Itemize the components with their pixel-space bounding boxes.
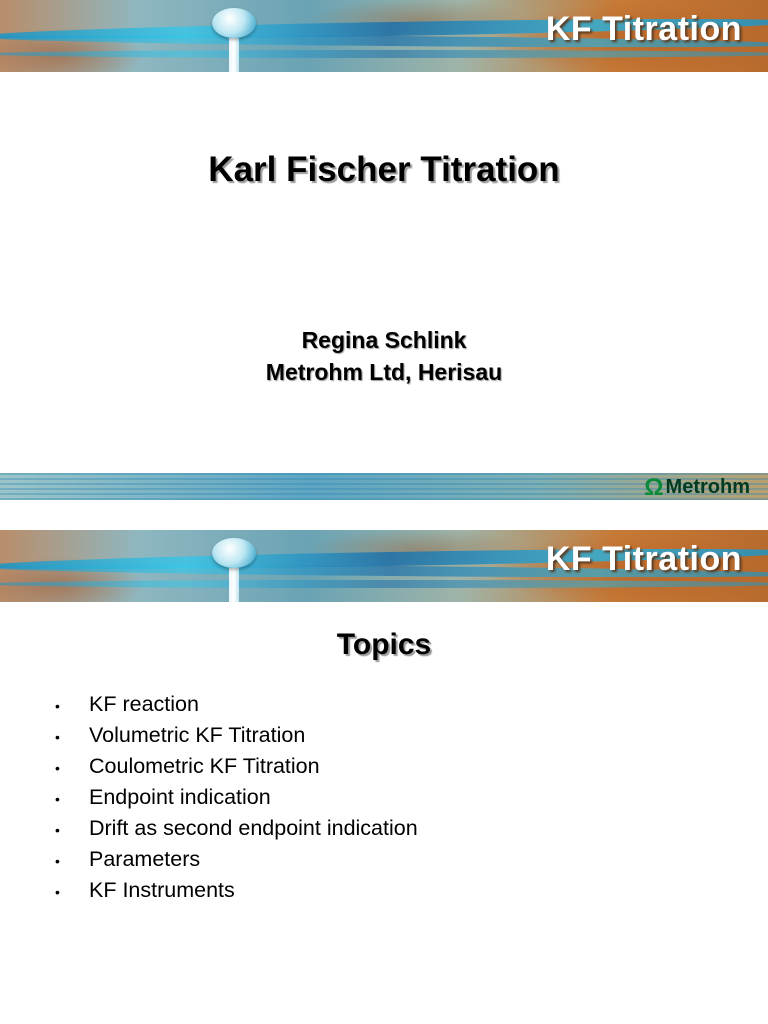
header-banner [0, 530, 768, 602]
banner-title: KF Titration [545, 540, 742, 578]
banner-wave [0, 50, 768, 58]
list-item [55, 847, 418, 878]
water-stream [229, 568, 239, 602]
topic-text: Endpoint indication [89, 785, 271, 809]
omega-logo-icon: Ω [644, 473, 664, 500]
logo-text: Metrohm [665, 476, 750, 498]
list-item [55, 785, 418, 816]
author-name: Regina Schlink [301, 327, 467, 353]
topic-text: Parameters [89, 847, 201, 871]
water-drop-icon [212, 8, 256, 38]
metrohm-logo [644, 473, 750, 500]
topics-heading: Topics [336, 628, 432, 661]
topic-text: Coulometric KF Titration [89, 754, 320, 778]
bullet-icon: • [55, 698, 60, 714]
bullet-icon: • [55, 884, 60, 900]
list-item [55, 754, 418, 785]
bullet-icon: • [55, 729, 60, 745]
header-banner [0, 0, 768, 72]
bullet-icon: • [55, 760, 60, 776]
topic-text: KF reaction [89, 692, 199, 716]
topic-text: KF Instruments [89, 878, 235, 902]
bullet-icon: • [55, 853, 60, 869]
list-item [55, 692, 418, 723]
banner-wave [0, 580, 768, 588]
slide-title-text: Karl Fischer Titration [208, 150, 560, 189]
list-item [55, 816, 418, 847]
water-drop-icon [212, 538, 256, 568]
topics-list [55, 692, 418, 909]
footer-bar [0, 473, 768, 500]
list-item [55, 878, 418, 909]
topic-text: Drift as second endpoint indication [89, 816, 418, 840]
list-item [55, 723, 418, 754]
water-stream [229, 38, 239, 72]
banner-title: KF Titration [545, 10, 742, 48]
topic-text: Volumetric KF Titration [89, 723, 306, 747]
author-affiliation: Metrohm Ltd, Herisau [265, 359, 503, 385]
bullet-icon: • [55, 822, 60, 838]
bullet-icon: • [55, 791, 60, 807]
slide-title [0, 0, 768, 500]
slide-topics [0, 530, 768, 1024]
